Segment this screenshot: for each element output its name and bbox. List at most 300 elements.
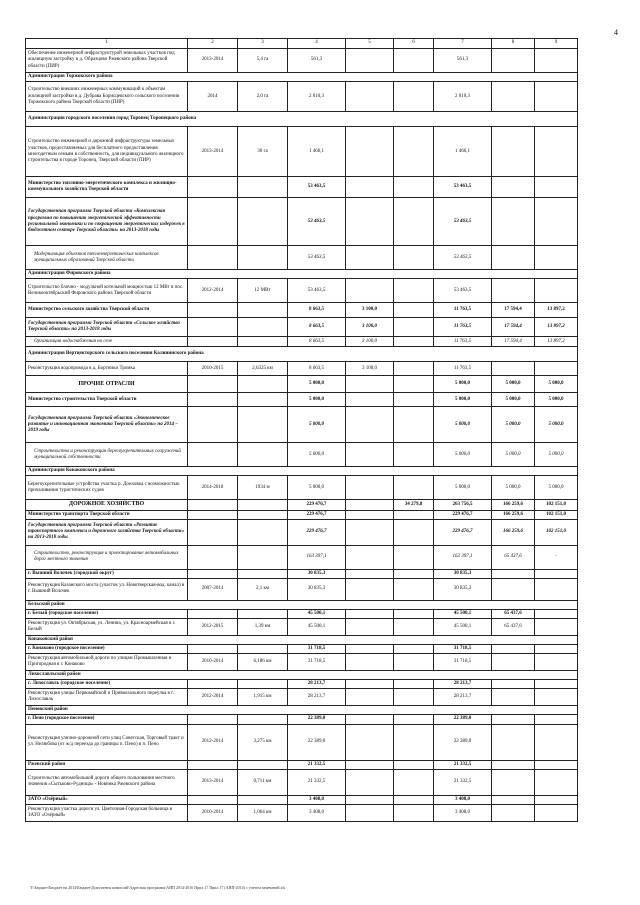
col9-value: 13 897,2: [535, 303, 578, 318]
col7-total: 53 463,5: [434, 279, 492, 303]
col5-value: [346, 519, 394, 545]
col5-value: [346, 689, 394, 706]
col7-total: 5 000,0: [434, 393, 492, 407]
col8-value: 5 000,0: [492, 393, 535, 407]
capacity: [238, 303, 288, 318]
col7-total: 21 332,5: [434, 769, 492, 795]
col9-value: [535, 49, 578, 73]
col5-value: [346, 715, 394, 724]
capacity: 12 МВт: [238, 279, 288, 303]
col4-value: 3 408,0: [288, 804, 346, 821]
col8-value: [492, 724, 535, 760]
col4-value: 561,3: [288, 49, 346, 73]
col6-value: [394, 510, 434, 519]
col7-total: 22 389,0: [434, 715, 492, 724]
col8-value: [492, 279, 535, 303]
col7-total: 53 463,5: [434, 198, 492, 246]
period: 2014: [188, 82, 238, 112]
table-row: [26, 303, 578, 318]
col5-value: [346, 680, 394, 689]
col7-total: 11 763,5: [434, 303, 492, 318]
col9-value: [535, 569, 578, 578]
col6-value: [394, 393, 434, 407]
col7-total: 5 000,0: [434, 443, 492, 467]
column-header: 6: [394, 39, 434, 49]
col9-value: [535, 715, 578, 724]
col8-value: [492, 769, 535, 795]
period: [188, 569, 238, 578]
col8-value: [492, 645, 535, 654]
col6-value: [394, 654, 434, 671]
col7-total: 28 213,7: [434, 689, 492, 706]
col8-value: 5 000,0: [492, 443, 535, 467]
table-row: [26, 724, 578, 760]
col4-value: 53 463,5: [288, 177, 346, 198]
column-header: 9: [535, 39, 578, 49]
col4-value: 45 500,1: [288, 618, 346, 635]
col5-value: [346, 177, 394, 198]
col7-total: 1 466,1: [434, 127, 492, 177]
col7-total: 11 763,5: [434, 318, 492, 337]
col6-value: [394, 303, 434, 318]
capacity: [238, 443, 288, 467]
col5-value: 3 100,0: [346, 337, 394, 347]
col4-value: 45 500,1: [288, 609, 346, 618]
col4-value: 30 835,3: [288, 578, 346, 600]
period: [188, 337, 238, 347]
table-row: [26, 706, 578, 715]
col5-value: [346, 760, 394, 769]
period: [188, 545, 238, 569]
col8-value: 5 000,0: [492, 476, 535, 500]
period: 2014-2018: [188, 476, 238, 500]
col6-value: [394, 246, 434, 270]
capacity: [238, 609, 288, 618]
col8-value: [492, 715, 535, 724]
col6-value: [394, 337, 434, 347]
period: 2007-2014: [188, 578, 238, 600]
col6-value: [394, 318, 434, 337]
file-path-footer: T:\Бюджет\Бюджет на 2014\Бюджет\Документы комиссий\Адресная программа\АИП 2014-2016 Прил 17 Прил 17 (АИП-2014) с учетом замечаний.xls: [30, 885, 286, 890]
col4-value: 28 213,7: [288, 689, 346, 706]
object-name: Государственная программа Тверской области «Сельское хозяйство Тверской области» на 2013-2018 годы: [26, 318, 188, 337]
object-name: ПРОЧИЕ ОТРАСЛИ: [26, 376, 188, 393]
col5-value: [346, 82, 394, 112]
col9-value: [535, 279, 578, 303]
section-heading: Конаковский район: [26, 635, 578, 644]
column-header: 1: [26, 39, 188, 49]
object-name: Реконструкция улицы Первомайской и Привокзального переулка в г. Лихославль: [26, 689, 188, 706]
object-name: Реконструкция автомобильной дороги по улицам Промышленная и Пригородная в г. Конаково: [26, 654, 188, 671]
column-header: 4: [288, 39, 346, 49]
period: [188, 500, 238, 510]
col4-value: 31 718,5: [288, 654, 346, 671]
col5-value: [346, 724, 394, 760]
col7-total: 229 476,7: [434, 510, 492, 519]
object-name: Реконструкция улично-дорожной сети улиц Советская, Торговый тракт и ул. Нелюбова (от ж/д переезда до границы п. Пено) в п. Пено: [26, 724, 188, 760]
col7-total: 45 500,1: [434, 609, 492, 618]
col4-value: 22 389,0: [288, 715, 346, 724]
col9-value: [535, 724, 578, 760]
table-row: [26, 795, 578, 804]
object-name: ДОРОЖНОЕ ХОЗЯЙСТВО: [26, 500, 188, 510]
object-name: г. Пено (городское поселение): [26, 715, 188, 724]
capacity: [238, 795, 288, 804]
col4-value: 53 463,5: [288, 198, 346, 246]
table-row: [26, 246, 578, 270]
capacity: 6,186 км: [238, 654, 288, 671]
col7-total: 3 408,0: [434, 795, 492, 804]
capacity: 2,0 га: [238, 82, 288, 112]
period: [188, 198, 238, 246]
col5-value: [346, 578, 394, 600]
investment-program-table: [25, 38, 578, 822]
col6-value: 34 279,8: [394, 500, 434, 510]
col9-value: 5 000,0: [535, 443, 578, 467]
period: [188, 246, 238, 270]
col9-value: [535, 198, 578, 246]
col4-value: 229 476,7: [288, 519, 346, 545]
col7-total: 28 213,7: [434, 680, 492, 689]
object-name: Модернизация объектов теплоэнергетических комплексов муниципальных образований Тверской области: [26, 246, 188, 270]
capacity: 0,711 км: [238, 769, 288, 795]
col8-value: [492, 362, 535, 376]
table-row: [26, 654, 578, 671]
period: 2013-2014: [188, 49, 238, 73]
col7-total: 3 408,0: [434, 804, 492, 821]
col4-value: 8 663,5: [288, 362, 346, 376]
section-heading: Администрация Вертцекторского сельского поселения Калининского района: [26, 347, 578, 362]
capacity: 1934 м: [238, 476, 288, 500]
col5-value: [346, 769, 394, 795]
col7-total: 21 332,5: [434, 760, 492, 769]
col8-value: 166 259,6: [492, 500, 535, 510]
table-row: [26, 476, 578, 500]
col5-value: [346, 609, 394, 618]
col5-value: [346, 795, 394, 804]
col4-value: 53 463,5: [288, 279, 346, 303]
col5-value: [346, 804, 394, 821]
col7-total: 30 835,3: [434, 578, 492, 600]
col4-value: 31 718,5: [288, 645, 346, 654]
table-row: [26, 545, 578, 569]
period: [188, 177, 238, 198]
capacity: 1,064 км: [238, 804, 288, 821]
col5-value: [346, 618, 394, 635]
capacity: 1,39 км: [238, 618, 288, 635]
col8-value: [492, 760, 535, 769]
col9-value: [535, 609, 578, 618]
object-name: Реконструкция Казанского моста (участок ул. Новотверская-вод. канал) в г. Вышний Волочек: [26, 578, 188, 600]
table-row: [26, 198, 578, 246]
col5-value: [346, 407, 394, 443]
section-heading: Пеновский район: [26, 706, 578, 715]
col8-value: 17 594,4: [492, 303, 535, 318]
table-row: [26, 769, 578, 795]
object-name: Строительство и реконструкция берегоукрепительных сооружений муниципальной собственности: [26, 443, 188, 467]
table-row: [26, 112, 578, 127]
column-header: 3: [238, 39, 288, 49]
table-row: [26, 635, 578, 644]
col9-value: [535, 654, 578, 671]
col4-value: 2 010,3: [288, 82, 346, 112]
table-row: [26, 49, 578, 73]
period: 2012-2015: [188, 618, 238, 635]
table-row: [26, 443, 578, 467]
col5-value: [346, 500, 394, 510]
col4-value: 8 663,5: [288, 318, 346, 337]
table-row: [26, 347, 578, 362]
period: [188, 680, 238, 689]
col6-value: [394, 279, 434, 303]
table-row: [26, 569, 578, 578]
capacity: [238, 198, 288, 246]
col5-value: [346, 198, 394, 246]
col9-value: [535, 645, 578, 654]
col6-value: [394, 645, 434, 654]
col5-value: [346, 510, 394, 519]
table-row: [26, 279, 578, 303]
col9-value: [535, 760, 578, 769]
col7-total: 561,3: [434, 49, 492, 73]
table-row: [26, 500, 578, 510]
col8-value: [492, 578, 535, 600]
period: 2013-2014: [188, 127, 238, 177]
col6-value: [394, 49, 434, 73]
table-row: [26, 510, 578, 519]
object-name: Реконструкция водопровода в д. Бортники Тромка: [26, 362, 188, 376]
object-name: Строительство, реконструкция и проектирование автомобильных дорог местного значения: [26, 545, 188, 569]
col8-value: [492, 82, 535, 112]
period: 2010-2014: [188, 654, 238, 671]
col6-value: [394, 376, 434, 393]
col9-value: 102 151,0: [535, 510, 578, 519]
table-row: [26, 689, 578, 706]
col4-value: 22 389,0: [288, 724, 346, 760]
period: [188, 376, 238, 393]
col9-value: [535, 82, 578, 112]
table-row: [26, 127, 578, 177]
object-name: Строительство внешних инженерных коммуникаций к объектам жилищной застройки в д. Дубрава Борисцевского сельского поселения Торжокского района Тверской области (ПИР): [26, 82, 188, 112]
col9-value: 5 000,0: [535, 393, 578, 407]
period: 2012-2014: [188, 689, 238, 706]
table-row: [26, 680, 578, 689]
section-heading: Администрация Фировского района: [26, 270, 578, 279]
period: [188, 510, 238, 519]
col7-total: 163 397,1: [434, 545, 492, 569]
col6-value: [394, 724, 434, 760]
capacity: 3,275 км: [238, 724, 288, 760]
capacity: [238, 500, 288, 510]
object-name: г. Белый (городское поселение): [26, 609, 188, 618]
table-row: [26, 760, 578, 769]
capacity: [238, 376, 288, 393]
col7-total: 31 718,5: [434, 645, 492, 654]
col4-value: 1 466,1: [288, 127, 346, 177]
col4-value: 229 476,7: [288, 510, 346, 519]
capacity: 1,915 км: [238, 689, 288, 706]
period: [188, 760, 238, 769]
col6-value: [394, 177, 434, 198]
col8-value: 166 259,6: [492, 510, 535, 519]
period: [188, 393, 238, 407]
period: [188, 609, 238, 618]
col8-value: 65 437,6: [492, 609, 535, 618]
col7-total: 30 835,3: [434, 569, 492, 578]
col8-value: 5 000,0: [492, 376, 535, 393]
capacity: 2,1 км: [238, 578, 288, 600]
table-row: [26, 804, 578, 821]
column-header: 2: [188, 39, 238, 49]
col5-value: [346, 654, 394, 671]
table-row: [26, 82, 578, 112]
col9-value: [535, 680, 578, 689]
period: [188, 303, 238, 318]
capacity: [238, 545, 288, 569]
col5-value: [346, 443, 394, 467]
col6-value: [394, 198, 434, 246]
col6-value: [394, 407, 434, 443]
capacity: [238, 318, 288, 337]
table-row: [26, 609, 578, 618]
table-row: [26, 671, 578, 680]
col7-total: 22 389,0: [434, 724, 492, 760]
col9-value: -: [535, 545, 578, 569]
col4-value: 5 000,0: [288, 376, 346, 393]
table-row: [26, 467, 578, 476]
object-name: Государственная программа Тверской области «Развитие транспортного комплекса и дорожного хозяйства Тверской области» на 2013-2018 годы: [26, 519, 188, 545]
col9-value: [535, 177, 578, 198]
col7-total: 45 500,1: [434, 618, 492, 635]
col8-value: [492, 680, 535, 689]
col6-value: [394, 578, 434, 600]
object-name: г. Конаково (городское поселение): [26, 645, 188, 654]
section-heading: Администрация Конаковского района: [26, 467, 578, 476]
table-row: [26, 73, 578, 82]
col9-value: 5 000,0: [535, 476, 578, 500]
col9-value: 5 000,0: [535, 407, 578, 443]
capacity: [238, 715, 288, 724]
col6-value: [394, 82, 434, 112]
col4-value: 5 000,0: [288, 407, 346, 443]
col4-value: 5 000,0: [288, 476, 346, 500]
capacity: [238, 177, 288, 198]
table-row: [26, 337, 578, 347]
column-header: 8: [492, 39, 535, 49]
capacity: [238, 645, 288, 654]
col9-value: [535, 246, 578, 270]
col4-value: 21 332,5: [288, 760, 346, 769]
object-name: Строительство автомобильной дороги общего пользования местного значения «Сытьково-Рудница» - Новинка Ржевского района: [26, 769, 188, 795]
table-row: [26, 618, 578, 635]
col5-value: [346, 127, 394, 177]
capacity: 30 га: [238, 127, 288, 177]
col9-value: 5 000,0: [535, 376, 578, 393]
table-row: [26, 519, 578, 545]
col5-value: 3 100,0: [346, 318, 394, 337]
col5-value: 3 100,0: [346, 303, 394, 318]
table-row: [26, 407, 578, 443]
col8-value: [492, 804, 535, 821]
object-name: Обеспечение инженерной инфраструктурой земельных участков под жилищную застройку в д. Образцово Ржевского района Тверской области (ПИР): [26, 49, 188, 73]
col5-value: [346, 393, 394, 407]
col6-value: [394, 680, 434, 689]
col4-value: 163 397,1: [288, 545, 346, 569]
table-row: [26, 318, 578, 337]
capacity: [238, 680, 288, 689]
col9-value: 13 897,2: [535, 318, 578, 337]
section-heading: Администрация Торжокского района: [26, 73, 578, 82]
col7-total: 53 463,5: [434, 246, 492, 270]
col9-value: 13 897,2: [535, 337, 578, 347]
col8-value: [492, 654, 535, 671]
period: [188, 519, 238, 545]
table-row: [26, 270, 578, 279]
col9-value: 102 151,0: [535, 519, 578, 545]
table-row: [26, 362, 578, 376]
col6-value: [394, 609, 434, 618]
col5-value: 3 100,0: [346, 362, 394, 376]
col8-value: [492, 246, 535, 270]
col7-total: 5 000,0: [434, 407, 492, 443]
col8-value: [492, 689, 535, 706]
col6-value: [394, 362, 434, 376]
section-heading: Администрация городского поселения город Торопец Торопецкого района: [26, 112, 578, 127]
col9-value: [535, 769, 578, 795]
period: 2010-2015: [188, 362, 238, 376]
period: [188, 715, 238, 724]
capacity: [238, 519, 288, 545]
col4-value: 229 476,7: [288, 500, 346, 510]
col6-value: [394, 769, 434, 795]
col8-value: [492, 49, 535, 73]
col8-value: 166 259,6: [492, 519, 535, 545]
object-name: Берегоукрепительные устройства участка р. Донховка с возможностью причаливания туристических судов: [26, 476, 188, 500]
col7-total: 263 756,5: [434, 500, 492, 510]
col4-value: 28 213,7: [288, 680, 346, 689]
period: 2010-2014: [188, 804, 238, 821]
capacity: [238, 407, 288, 443]
object-name: Министерство строительства Тверской области: [26, 393, 188, 407]
capacity: [238, 569, 288, 578]
object-name: Строительство блочно - модульной котельной мощностью 12 МВт в пос. Великооктябрьский Фировского района Тверской области: [26, 279, 188, 303]
col9-value: 102 151,0: [535, 500, 578, 510]
capacity: [238, 393, 288, 407]
col7-total: 229 476,7: [434, 519, 492, 545]
period: [188, 795, 238, 804]
col4-value: 21 332,5: [288, 769, 346, 795]
col7-total: 31 718,5: [434, 654, 492, 671]
capacity: 5,4 га: [238, 49, 288, 73]
col5-value: [346, 645, 394, 654]
col8-value: [492, 569, 535, 578]
col8-value: [492, 198, 535, 246]
col9-value: [535, 689, 578, 706]
col4-value: 8 663,5: [288, 337, 346, 347]
col8-value: 5 000,0: [492, 407, 535, 443]
table-row: [26, 600, 578, 609]
table-body: [26, 49, 578, 822]
col5-value: [346, 49, 394, 73]
col9-value: [535, 795, 578, 804]
col6-value: [394, 760, 434, 769]
col6-value: [394, 618, 434, 635]
col8-value: 65 437,6: [492, 545, 535, 569]
object-name: Реконструкция участка дороги ул. Цветочная-Городская больница в ЗАТО «Озёрный»: [26, 804, 188, 821]
object-name: г. Вышний Волочек (городской округ): [26, 569, 188, 578]
col7-total: 11 763,5: [434, 362, 492, 376]
capacity: [238, 760, 288, 769]
